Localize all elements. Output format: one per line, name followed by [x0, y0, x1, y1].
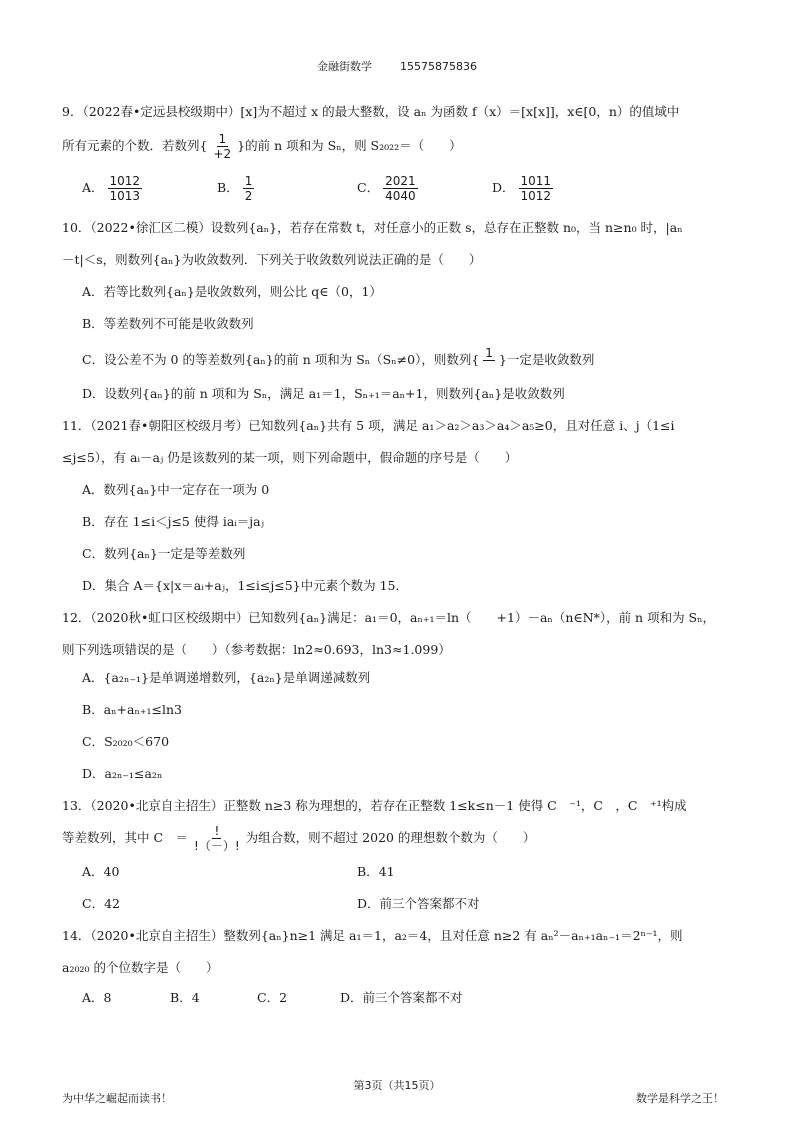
q10-c-fraction — [483, 346, 495, 375]
q11-option-a[interactable]: A．数列{aₙ}中一定存在一项为 0 — [82, 482, 270, 497]
q9-text-a: 所有元素的个数．若数列{ — [62, 138, 208, 153]
option-fraction — [383, 174, 418, 203]
q9-option-b[interactable] — [217, 174, 258, 203]
q14-option-b[interactable] — [170, 988, 200, 1006]
question-13 — [62, 796, 734, 853]
option-label: A． — [82, 864, 104, 879]
q10-stem-line2: －t|＜s，则数列{aₙ}为收敛数列．下列关于收敛数列说法正确的是（ ） — [62, 252, 482, 267]
frac-den: 1012 — [520, 189, 552, 203]
option-label: B． — [170, 990, 192, 1005]
q9-stem-line2 — [62, 132, 734, 161]
option-label: B． — [357, 864, 379, 879]
option-text: 前三个答案都不对 — [362, 990, 463, 1005]
question-10 — [62, 218, 734, 270]
frac-num: 1 — [244, 174, 253, 188]
option-fraction — [243, 174, 255, 203]
page-header — [0, 58, 794, 74]
q9-frac-num: 1 — [218, 132, 227, 146]
q9-text-b: }的前 n 项和为 Sₙ，则 S₂₀₂₂＝（ ） — [237, 138, 462, 153]
q12-stem-line2: 则下列选项错误的是（ ）（参考数据：ln2≈0.693，ln3≈1.099） — [62, 642, 451, 657]
q13-option-d[interactable] — [357, 894, 480, 912]
option-label: D． — [340, 990, 363, 1005]
frac-den: 4040 — [385, 189, 416, 203]
option-label: C． — [357, 180, 380, 195]
footer-right-slogan: 数学是科学之王！ — [636, 1092, 724, 1105]
option-label: A． — [82, 180, 104, 195]
q10-c-text-a: C．设公差不为 0 的等差数列{aₙ}的前 n 项和为 Sₙ（Sₙ≠0），则数列{ — [82, 352, 480, 367]
option-text: 4 — [191, 990, 200, 1005]
q11-option-d[interactable]: D．集合 A＝{x|x＝aᵢ+aⱼ，1≤i≤j≤5}中元素个数为 15． — [82, 578, 409, 593]
q14-option-a[interactable] — [82, 988, 111, 1006]
q10-c-text-b: }一定是收敛数列 — [498, 352, 595, 367]
option-label: C． — [257, 990, 280, 1005]
option-fraction — [519, 174, 554, 203]
frac-den: 1013 — [109, 189, 141, 203]
q12-option-c[interactable]: C．S₂₀₂₀＜670 — [82, 734, 170, 749]
q10-stem-line1: 10．（2022•徐汇区二模）设数列{aₙ}，若存在常数 t，对任意小的正数 s，总存在正整数 n₀，当 n≥n₀ 时，|aₙ — [62, 220, 683, 235]
page-number: 第3页（共15页） — [353, 1079, 441, 1092]
question-12 — [62, 608, 734, 660]
option-text: 前三个答案都不对 — [379, 896, 480, 911]
option-text: 8 — [103, 990, 112, 1005]
q11-stem-line1: 11．（2021春•朝阳区校级月考）已知数列{aₙ}共有 5 项，满足 a₁＞a₂＞a₃＞a₄＞a₅≥0，且对任意 i、j（1≤i — [62, 418, 675, 433]
option-label: A． — [82, 990, 104, 1005]
option-label: D． — [357, 896, 380, 911]
q13-stem-line1: 13．（2020•北京自主招生）正整数 n≥3 称为理想的，若存在正整数 1≤k≤n－1 使得 C ⁻¹，C ，C ⁺¹构成 — [62, 798, 687, 813]
q10-option-a[interactable]: A．若等比数列{aₙ}是收敛数列，则公比 q∈（0，1） — [82, 284, 382, 299]
question-14 — [62, 926, 734, 978]
frac-num: 1011 — [520, 174, 552, 188]
q10-option-c[interactable] — [82, 346, 594, 375]
option-label: B． — [217, 180, 239, 195]
frac-num: ! — [214, 824, 220, 838]
q11-option-c[interactable]: C．数列{aₙ}一定是等差数列 — [82, 546, 246, 561]
header-name: 金融街数学 — [317, 60, 372, 73]
footer-left-slogan: 为中华之崛起而读书！ — [62, 1092, 172, 1105]
q13-option-c[interactable] — [82, 894, 120, 912]
q14-stem-line2: a₂₀₂₀ 的个位数字是（ ） — [62, 960, 219, 975]
q9-option-c[interactable] — [357, 174, 422, 203]
option-text: 2 — [279, 990, 288, 1005]
frac-num: 2021 — [385, 174, 416, 188]
option-label: C． — [82, 896, 105, 911]
frac-num: 1012 — [109, 174, 141, 188]
q10-option-d[interactable]: D．设数列{aₙ}的前 n 项和为 Sₙ，满足 a₁＝1，Sₙ₊₁＝aₙ+1，则数列{aₙ}是收敛数列 — [82, 386, 565, 401]
option-fraction — [108, 174, 143, 203]
q11-stem-line2: ≤j≤5），有 aᵢ－aⱼ 仍是该数列的某一项，则下列命题中，假命题的序号是（ ） — [62, 450, 518, 465]
q9-option-a[interactable] — [82, 174, 146, 203]
q14-options — [82, 988, 732, 1028]
q13-option-a[interactable] — [82, 862, 119, 880]
option-label: D． — [492, 180, 515, 195]
frac-num: 1 — [485, 346, 493, 360]
header-phone: 15575875836 — [400, 60, 477, 73]
q13-text-a: 等差数列，其中 C ＝ — [62, 830, 189, 845]
question-11 — [62, 416, 734, 468]
frac-den: 2 — [244, 189, 253, 203]
q14-option-c[interactable] — [257, 988, 287, 1006]
q13-option-b[interactable] — [357, 862, 395, 880]
q10-option-b[interactable]: B．等差数列不可能是收敛数列 — [82, 316, 254, 331]
option-text: 40 — [103, 864, 120, 879]
option-text: 41 — [378, 864, 395, 879]
frac-den — [485, 361, 493, 375]
q13-text-b: 为组合数，则不超过 2020 的理想数个数为（ ） — [245, 830, 536, 845]
q12-stem-line1: 12．（2020秋•虹口区校级期中）已知数列{aₙ}满足：a₁＝0，aₙ₊₁＝ln（ +1）－aₙ（n∈N*），前 n 项和为 Sₙ， — [62, 610, 716, 625]
q11-option-b[interactable]: B．存在 1≤i＜j≤5 使得 iaᵢ＝jaⱼ — [82, 514, 264, 529]
q9-frac-den: +2 — [213, 147, 232, 161]
q12-option-d[interactable]: D．a₂ₙ₋₁≤a₂ₙ — [82, 766, 163, 781]
option-text: 42 — [104, 896, 120, 911]
question-9 — [62, 102, 734, 161]
q12-option-b[interactable]: B．aₙ+aₙ₊₁≤ln3 — [82, 702, 182, 717]
q14-stem-line1: 14．（2020•北京自主招生）整数列{aₙ}n≥1 满足 a₁＝1，a₂＝4，且对任意 n≥2 有 aₙ²－aₙ₊₁aₙ₋₁＝2ⁿ⁻¹，则 — [62, 928, 683, 943]
q12-option-a[interactable]: A．{a₂ₙ₋₁}是单调递增数列，{a₂ₙ}是单调递减数列 — [82, 670, 371, 685]
q13-stem-line2 — [62, 824, 734, 853]
q9-fraction — [211, 132, 233, 161]
q14-option-d[interactable] — [340, 988, 463, 1006]
frac-den: !（－）! — [194, 839, 240, 853]
q9-option-d[interactable] — [492, 174, 557, 203]
q9-options — [82, 174, 732, 214]
q13-fraction — [192, 824, 242, 853]
q9-stem-line1: 9．（2022春•定远县校级期中）[x]为不超过 x 的最大整数，设 aₙ 为函数 f（x）＝[x[x]]，x∈[0，n）的值域中 — [62, 104, 680, 119]
